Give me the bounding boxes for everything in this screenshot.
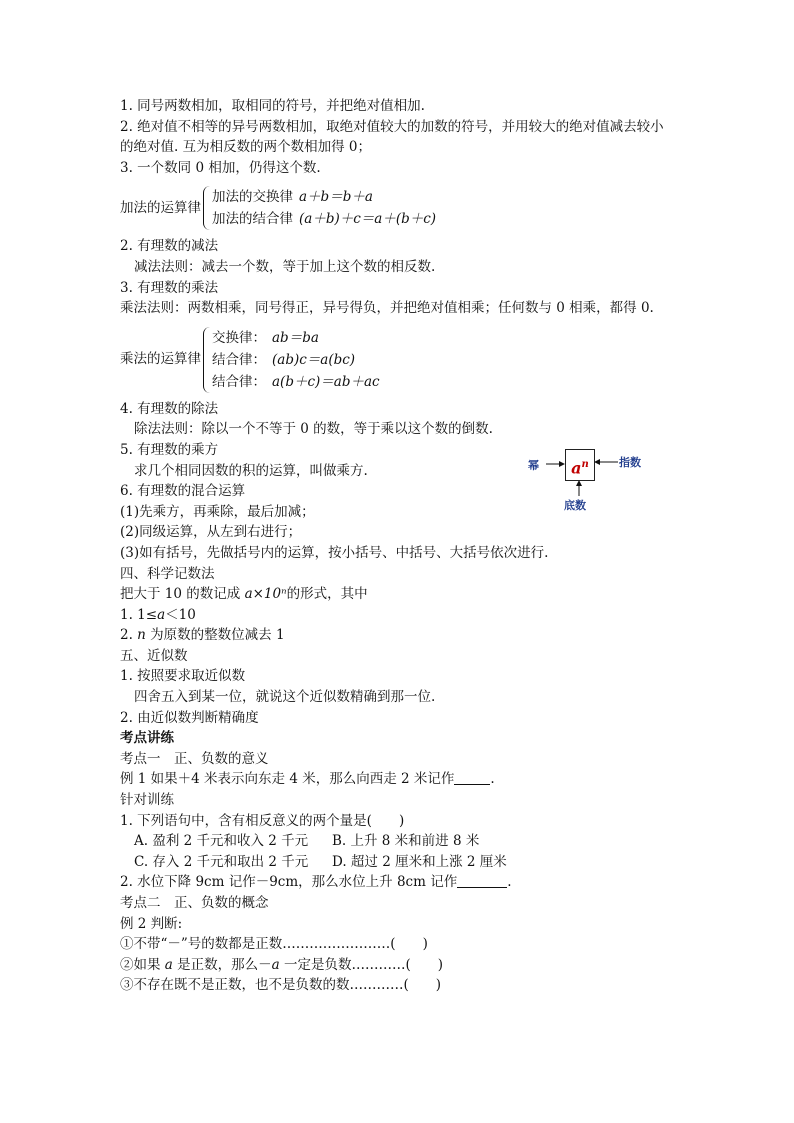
example-1: 例 1 如果＋4 米表示向东走 4 米，那么向西走 2 米记作 . xyxy=(120,771,495,788)
mixed-step-1: (1)先乘方，再乘除，最后加减； xyxy=(120,503,315,520)
power-definition: 求几个相同因数的积的运算，叫做乘方. xyxy=(134,462,368,479)
rule-diff-sign: 2. 绝对值不相等的异号两数相加，取绝对值较大的加数的符号，并用较大的绝对值减去较小 xyxy=(120,118,664,135)
mixed-step-3: (3)如有括号，先做括号内的运算，按小括号、中括号、大括号依次进行. xyxy=(120,544,549,561)
addition-laws-title: 加法的运算律 xyxy=(120,200,201,217)
exam-point-2: 考点二 正、负数的概念 xyxy=(120,895,269,911)
practice-heading: 针对训练 xyxy=(120,792,174,809)
document-body xyxy=(120,96,680,996)
section-mixed-ops: 6. 有理数的混合运算 xyxy=(120,483,246,500)
rule-same-sign: 1. 同号两数相加，取相同的符号，并把绝对值相加. xyxy=(120,98,425,114)
exam-point-1: 考点一 正、负数的意义 xyxy=(120,750,269,767)
division-rule: 除法法则：除以一个不等于 0 的数，等于乘以这个数的倒数. xyxy=(134,421,493,438)
section-subtraction: 2. 有理数的减法 xyxy=(120,238,219,255)
sci-notation-def: 把大于 10 的数记成 a×10ⁿ的形式，其中 xyxy=(120,586,368,603)
section-power: 5. 有理数的乘方 xyxy=(120,441,219,458)
mul-associative-law: 结合律： (ab)c＝a(bc) xyxy=(212,351,356,368)
practice-q1-options-cd: C. 存入 2 千元和取出 2 千元 D. 超过 2 厘米和上涨 2 厘米 xyxy=(134,853,507,870)
multiplication-rule: 乘法法则：两数相乘，同号得正，异号得负，并把绝对值相乘；任何数与 0 相乘，都得 0. xyxy=(120,300,654,317)
approx-item-1: 1. 按照要求取近似数 xyxy=(120,668,246,685)
example-2: 例 2 判断: xyxy=(120,915,183,932)
power-diagram xyxy=(528,444,648,514)
answer-blank[interactable] xyxy=(454,770,490,785)
label-exponent: 指数 xyxy=(619,456,641,469)
associative-law: 加法的结合律 (a＋b)＋c＝a＋(b＋c) xyxy=(212,211,437,228)
label-power: 幂 xyxy=(528,459,539,472)
judge-2: ②如果 a 是正数，那么－a 一定是负数…………( ) xyxy=(120,956,444,973)
brace-icon xyxy=(203,327,210,393)
exam-points-heading: 考点讲练 xyxy=(120,730,174,747)
section-multiplication: 3. 有理数的乘法 xyxy=(120,279,219,296)
practice-q1: 1. 下列语句中，含有相反意义的两个量是( ) xyxy=(120,812,405,829)
section-approx: 五、近似数 xyxy=(120,647,188,664)
multiplication-laws xyxy=(120,327,680,393)
subtraction-rule: 减法法则：减去一个数，等于加上这个数的相反数. xyxy=(134,258,436,275)
sci-notation-cond-2: 2. n 为原数的整数位减去 1 xyxy=(120,627,285,644)
brace-icon xyxy=(203,186,210,230)
judge-1: ①不带“－”号的数都是正数……………………( ) xyxy=(120,936,428,953)
mixed-step-2: (2)同级运算，从左到右进行； xyxy=(120,524,302,541)
commutative-law: 加法的交换律 a＋b＝b＋a xyxy=(212,189,373,206)
mul-distributive-law: 结合律： a(b＋c)＝ab＋ac xyxy=(212,373,380,390)
section-division: 4. 有理数的除法 xyxy=(120,400,219,417)
rule-diff-sign-cont: 的绝对值. 互为相反数的两个数相加得 0； xyxy=(120,139,371,156)
label-base: 底数 xyxy=(564,499,586,512)
power-expression: $a^n$ xyxy=(565,449,595,481)
practice-q1-options-ab: A. 盈利 2 千元和收入 2 千元 B. 上升 8 米和前进 8 米 xyxy=(134,833,480,850)
judge-3: ③不存在既不是正数，也不是负数的数…………( ) xyxy=(120,977,442,994)
multiplication-laws-title: 乘法的运算律 xyxy=(120,351,201,368)
rule-add-zero: 3. 一个数同 0 相加，仍得这个数. xyxy=(120,159,321,176)
approx-item-2: 2. 由近似数判断精确度 xyxy=(120,709,259,726)
answer-blank[interactable] xyxy=(457,873,507,888)
approx-rounding: 四舍五入到某一位，就说这个近似数精确到那一位. xyxy=(134,689,436,706)
addition-laws xyxy=(120,186,680,230)
mul-commutative-law: 交换律： ab＝ba xyxy=(212,329,319,346)
sci-notation-cond-1: 1. 1≤a＜10 xyxy=(120,606,196,623)
practice-q2: 2. 水位下降 9cm 记作－9cm，那么水位上升 8cm 记作 . xyxy=(120,874,512,891)
section-sci-notation: 四、科学记数法 xyxy=(120,565,215,582)
